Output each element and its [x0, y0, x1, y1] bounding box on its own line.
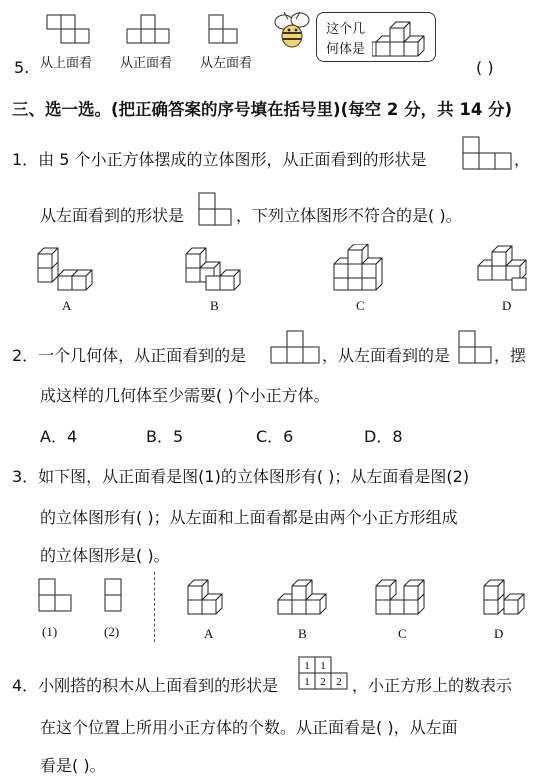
q2-choice-b: B．5 — [146, 427, 184, 446]
q1-option-a-figure — [36, 246, 96, 292]
q2-front-view-shape — [270, 330, 322, 364]
q4-grid-cell: 1 — [304, 660, 310, 672]
q1-front-view-shape — [462, 136, 514, 170]
q2-line1-b: ，从左面看到的是 — [322, 346, 451, 365]
q2-line1-a: 2．一个几何体，从正面看到的是 — [12, 346, 247, 365]
q1-option-a-label: A — [62, 298, 72, 313]
q2-left-view-shape — [458, 330, 494, 364]
q5-top-view-shape — [46, 14, 90, 46]
q1-option-c-label: C — [356, 298, 365, 313]
q5-view-label-left: 从左面看 — [200, 56, 253, 71]
q4-grid-cell: 2 — [336, 676, 342, 688]
q3-divider — [154, 572, 155, 642]
q2-choice-d: D．8 — [364, 427, 403, 446]
bee-cartoon-icon — [270, 10, 318, 50]
q3-option-c-figure — [374, 578, 432, 618]
q3-line1: 3．如下图，从正面看是图(1)的立体图形有( )；从左面看是图(2) — [12, 467, 470, 486]
q4-grid-cell: 1 — [320, 660, 326, 672]
q3-figure-1-label: (1) — [42, 624, 58, 639]
q1-option-d-figure — [476, 244, 536, 292]
q2-choice-c: C．6 — [256, 427, 294, 446]
q1-line2-start: 从左面看到的形状是 — [40, 206, 185, 225]
q1-line2-end: ，下列立体图形不符合的是( )。 — [236, 206, 462, 225]
q5-left-view-shape — [208, 14, 240, 46]
q4-grid-cell: 2 — [320, 676, 326, 688]
q1-line1: 1．由 5 个小正方体摆成的立体图形，从正面看到的形状是 — [12, 150, 427, 169]
q4-line3: 看是( )。 — [40, 756, 106, 775]
q3-option-b-label: B — [298, 626, 307, 641]
q5-view-label-top: 从上面看 — [40, 56, 93, 71]
q1-option-d-label: D — [502, 298, 512, 313]
q2-choice-a: A．4 — [40, 427, 78, 446]
q3-figure-2-label: (2) — [104, 624, 120, 639]
q3-line2: 的立体图形有( )；从左面和上面看都是由两个小正方形组成 — [40, 508, 458, 527]
q3-option-d-figure — [482, 578, 530, 618]
q5-front-view-shape — [126, 14, 170, 46]
q3-option-a-figure — [186, 578, 234, 618]
q5-bubble-line2: 何体是 — [326, 42, 366, 57]
q5-answer-paren: ( ) — [476, 58, 494, 77]
q3-option-a-label: A — [204, 626, 214, 641]
q1-option-c-figure — [332, 244, 390, 292]
q1-option-b-figure — [184, 246, 244, 292]
q3-option-b-figure — [276, 578, 334, 618]
q1-option-b-label: B — [210, 298, 219, 313]
q5-number: 5. — [14, 58, 30, 77]
q5-solid-figure — [372, 18, 430, 58]
section-title: 三、选一选。(把正确答案的序号填在括号里)(每空 2 分，共 14 分) — [12, 100, 513, 119]
q4-top-view-number-grid — [298, 656, 350, 690]
q3-figure-2-shape — [104, 578, 124, 612]
q2-line2: 成这样的几何体至少需要( )个小正方体。 — [40, 386, 330, 405]
q4-line1-a: 4．小刚搭的积木从上面看到的形状是 — [12, 676, 279, 695]
q3-option-d-label: D — [494, 626, 504, 641]
q4-line1-b: ，小正方形上的数表示 — [352, 676, 513, 695]
q3-line3: 的立体图形是( )。 — [40, 546, 170, 565]
q3-figure-1-shape — [38, 578, 74, 612]
q5-view-label-front: 从正面看 — [120, 56, 173, 71]
q1-left-view-shape — [198, 192, 234, 226]
q5-bubble-line1: 这个几 — [326, 22, 366, 37]
q4-grid-cell: 1 — [304, 676, 310, 688]
q2-line1-c: ，摆 — [494, 346, 527, 365]
q4-line2: 在这个位置上所用小正方体的个数。从正面看是( )，从左面 — [40, 718, 458, 737]
q3-option-c-label: C — [398, 626, 407, 641]
q1-line1-end: ， — [514, 150, 531, 169]
